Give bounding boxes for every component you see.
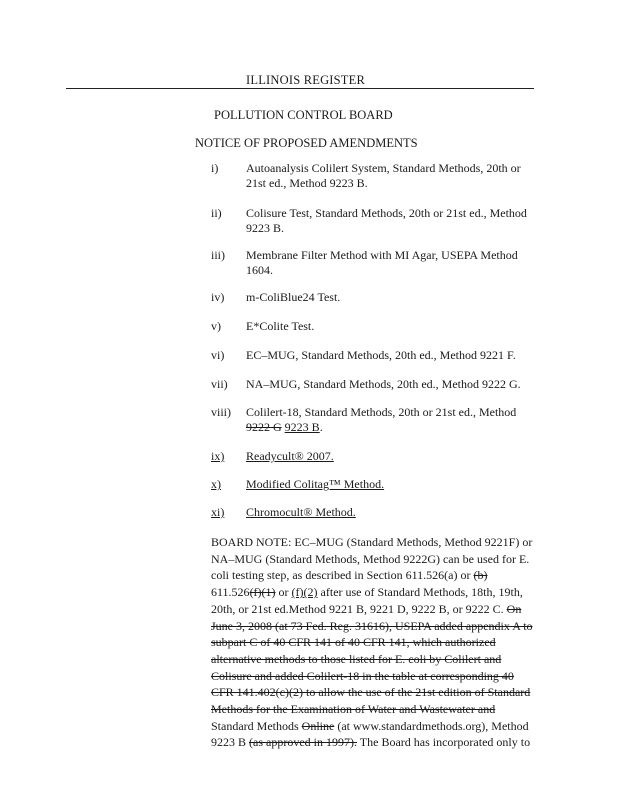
notice-title: NOTICE OF PROPOSED AMENDMENTS <box>195 136 418 150</box>
item-number: v) <box>211 319 221 333</box>
deleted-text: On June 3, 2008 (at 73 Fed. Reg. 31616), USEPA added appendix A to subpart C of 40 CFR 141 of 40 CFR 141, which authorized alternative methods to those listed for E. coli by Colilert and Colisure and added Colilert-18 in the table at corresponding 40 CFR 141.402(c)(2) to allow the use of the 21st edition of Standard Methods for the Examination of Water and Wastewater and <box>211 601 533 717</box>
note-text: The Board has incorporated only to <box>357 735 531 750</box>
board-note <box>211 534 536 751</box>
item-number: viii) <box>211 405 231 419</box>
register-header: ILLINOIS REGISTER <box>246 73 366 87</box>
inserted-text: (f)(2) <box>291 585 318 600</box>
agency-title: POLLUTION CONTROL BOARD <box>214 108 393 122</box>
item-number: ix) <box>211 449 225 463</box>
item-text-main: Colilert-18, Standard Methods, 20th or 21st ed., Method <box>246 405 517 419</box>
note-text: or <box>275 585 292 600</box>
header-rule <box>66 88 534 89</box>
item-number: x) <box>211 477 221 491</box>
item-text-tail: . <box>319 420 323 434</box>
item-text: E*Colite Test. <box>246 319 315 333</box>
item-text: NA–MUG, Standard Methods, 20th ed., Method 9222 G. <box>246 377 521 391</box>
item-text: Colisure Test, Standard Methods, 20th or 21st ed., Method 9223 B. <box>246 206 527 235</box>
inserted-text: Readycult® 2007. <box>246 449 334 463</box>
item-text: EC–MUG, Standard Methods, 20th ed., Method 9221 F. <box>246 348 516 362</box>
item-text <box>246 405 536 435</box>
item-number: vi) <box>211 348 225 362</box>
item-number: ii) <box>211 206 222 220</box>
note-text: BOARD NOTE: EC–MUG (Standard Methods, Method 9221F) or NA–MUG (Standard Methods, Method 9222G) can be used for E. coli testing step, as described in Section 611.526(a) or <box>211 535 533 583</box>
item-number: i) <box>211 161 219 175</box>
inserted-text: 9223 B <box>284 420 320 434</box>
deleted-text: 9222 G <box>246 420 282 434</box>
note-text: after use of Standard Methods, 18th, 19th, 20th, or 21st ed.Method 9221 B, 9221 D, 9222 B, or 9222 C. <box>211 585 523 616</box>
item-text: Membrane Filter Method with MI Agar, USEPA Method 1604. <box>246 248 518 277</box>
note-text: Standard Methods <box>211 718 302 733</box>
inserted-text: Modified Colitag™ Method. <box>246 477 385 491</box>
deleted-text: (as approved in 1997). <box>249 735 357 750</box>
item-number: xi) <box>211 505 225 519</box>
item-text: m-ColiBlue24 Test. <box>246 290 341 304</box>
deleted-text: (b) <box>473 568 488 583</box>
note-text: 611.526 <box>211 585 250 600</box>
deleted-text: Online <box>301 718 335 733</box>
item-number: iii) <box>211 248 225 262</box>
deleted-text: (f)(1) <box>249 585 276 600</box>
note-text: (at www.standardmethods.org), Method 9223 B <box>211 718 529 750</box>
item-number: vii) <box>211 377 228 391</box>
item-number: iv) <box>211 290 225 304</box>
inserted-text: Chromocult® Method. <box>246 505 356 519</box>
item-text: Autoanalysis Colilert System, Standard Methods, 20th or 21st ed., Method 9223 B. <box>246 161 521 190</box>
